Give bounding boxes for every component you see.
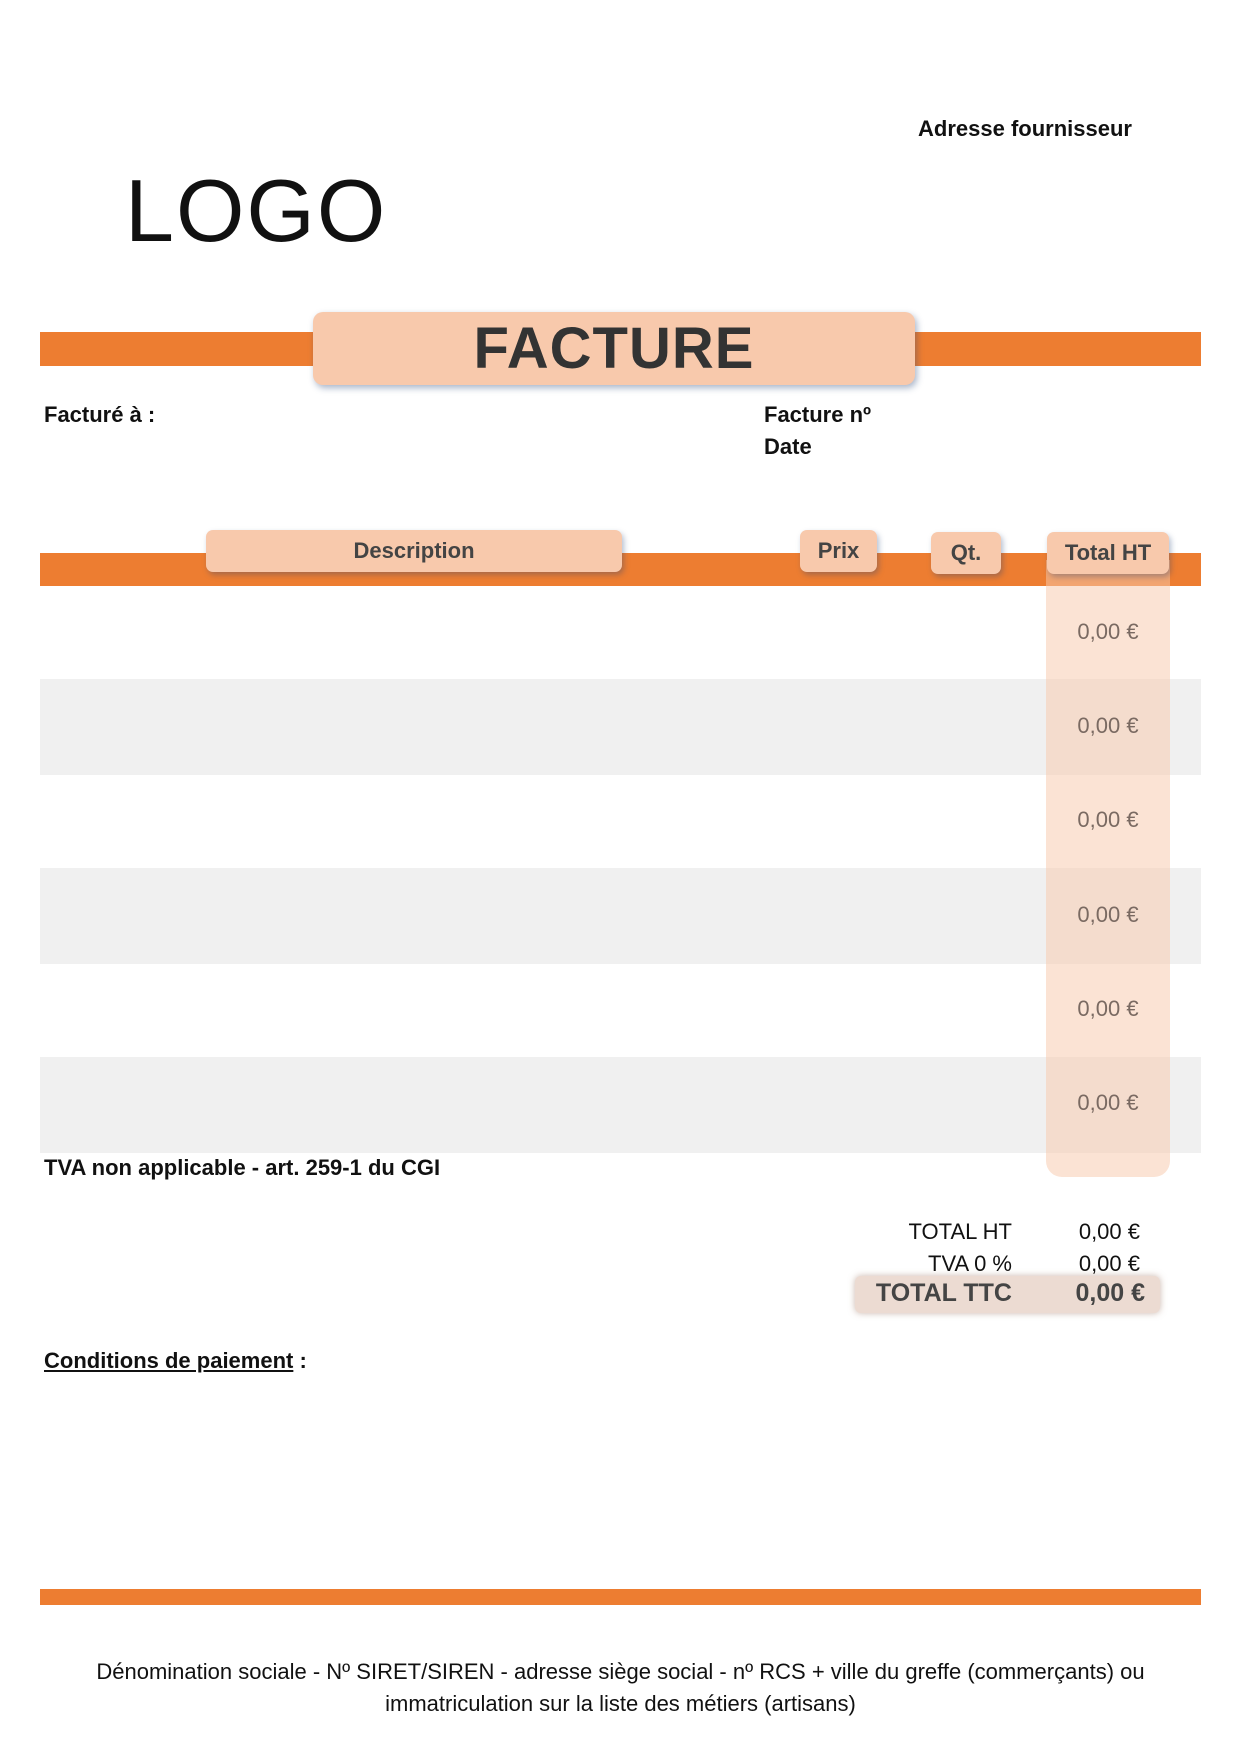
row-total-amount: 0,00 € — [1077, 619, 1139, 644]
column-header-quantity: Qt. — [931, 532, 1001, 574]
invoice-number-label: Facture nº — [764, 402, 872, 427]
title-box — [313, 312, 915, 385]
column-header-price: Prix — [800, 530, 877, 572]
supplier-address: Adresse fournisseur — [918, 116, 1132, 141]
column-header-description: Description — [206, 530, 622, 572]
footer-accent-bar — [40, 1589, 1201, 1605]
table-row — [40, 679, 1201, 775]
table-row — [40, 775, 1201, 871]
row-total-amount: 0,00 € — [1077, 996, 1139, 1021]
logo-placeholder: LOGO — [125, 161, 388, 260]
total-column-highlight — [1046, 560, 1170, 1177]
document-title: FACTURE — [473, 316, 755, 381]
total-ht-value: 0,00 € — [1078, 1219, 1140, 1244]
row-total-amount: 0,00 € — [1077, 1090, 1139, 1115]
table-row — [40, 868, 1201, 964]
payment-conditions-colon: : — [293, 1348, 307, 1373]
column-header-total: Total HT — [1047, 532, 1169, 574]
table-row — [40, 586, 1201, 682]
total-ttc-value: 0,00 € — [1075, 1279, 1145, 1307]
legal-footer — [40, 1656, 1201, 1720]
tva-label: TVA 0 % — [928, 1251, 1012, 1276]
table-row — [40, 964, 1201, 1060]
invoice-date-label: Date — [764, 434, 812, 459]
row-total-amount: 0,00 € — [1077, 807, 1139, 832]
billed-to-label: Facturé à : — [44, 402, 156, 427]
row-total-amount: 0,00 € — [1077, 713, 1139, 738]
payment-conditions — [44, 1348, 307, 1374]
total-ttc-label: TOTAL TTC — [875, 1279, 1012, 1307]
total-ht-label: TOTAL HT — [908, 1219, 1012, 1244]
payment-conditions-label: Conditions de paiement — [44, 1348, 294, 1373]
table-row — [40, 1057, 1201, 1153]
row-total-amount: 0,00 € — [1077, 902, 1139, 927]
tva-value: 0,00 € — [1078, 1251, 1140, 1276]
tva-exemption-note: TVA non applicable - art. 259-1 du CGI — [44, 1155, 441, 1180]
footer-line-2: immatriculation sur la liste des métiers (artisans) — [385, 1691, 856, 1716]
footer-line-1: Dénomination sociale - Nº SIRET/SIREN - adresse siège social - nº RCS + ville du greffe (commerçants) ou — [96, 1659, 1145, 1684]
